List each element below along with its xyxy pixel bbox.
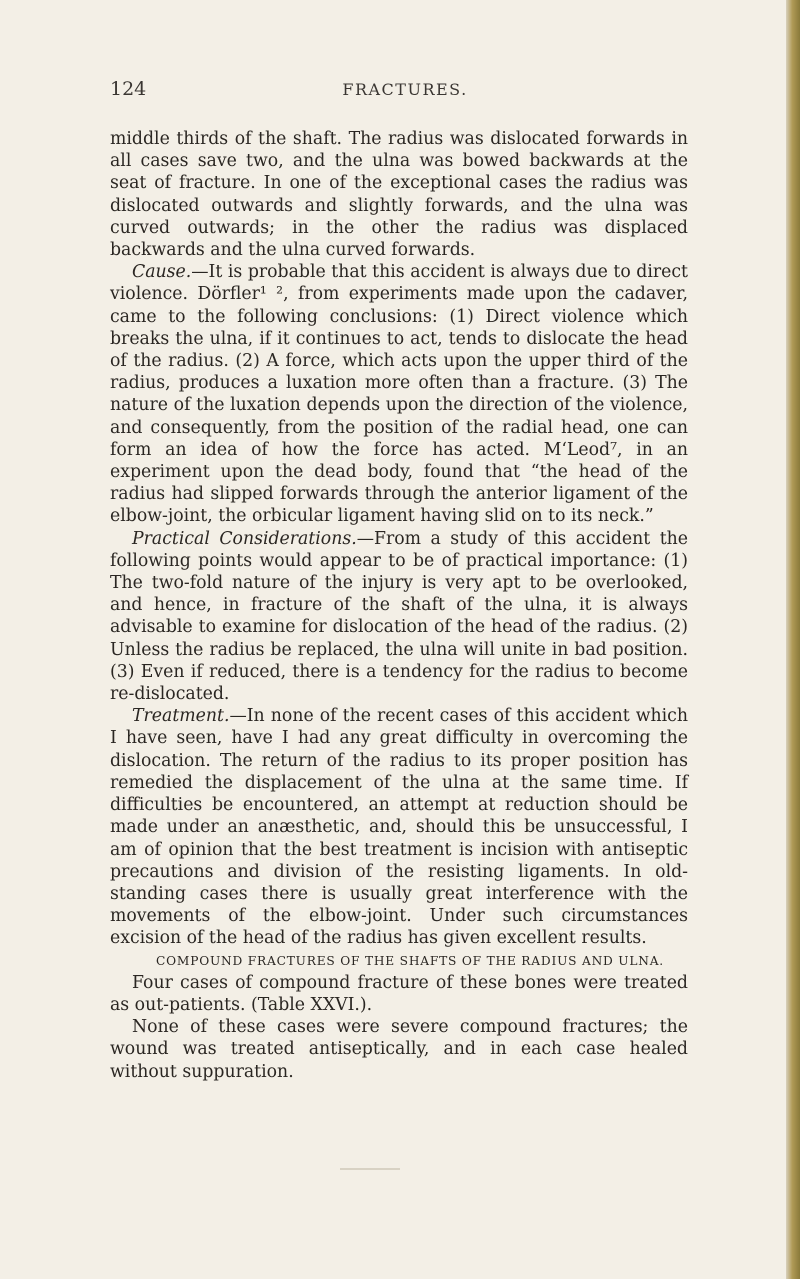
paragraph-compound-2: None of these cases were severe compound fractures; the wound was treated antiseptically, and in each case healed without suppuration. (110, 1017, 688, 1082)
cause-label: Cause. (132, 262, 192, 283)
body-text (110, 128, 688, 1083)
paragraph-treatment (110, 705, 688, 949)
practical-text: —From a study of this accident the following points would appear to be of practical importance: (1) The two-fold nature of the injury is very apt to be overlooked, and hence, in fracture of the shaft of the ulna, it is always advisable to examine for dislocation of the head of the radius. (2) Unless the radius be replaced, the ulna will unite in bad position. (3) Even if reduced, there is a tendency for the radius to become re-dislocated. (110, 528, 688, 705)
page-header (0, 78, 800, 104)
treatment-label: Treatment. (132, 706, 230, 727)
paragraph-practical (110, 528, 688, 706)
paragraph-compound-1: Four cases of compound fracture of these bones were treated as out-patients. (Table XXVI.). (110, 972, 688, 1015)
page-number: 124 (110, 78, 147, 100)
cause-text: —It is probable that this accident is always due to direct violence. Dörfler¹ ², from experiments made upon the cadaver, came to the following conclusions: (1) Direct violence which breaks the ulna, if it continues to act, tends to dislocate the head of the radius. (2) A force, which acts upon the upper third of the radius, produces a luxation more often than a fracture. (3) The nature of the luxation depends upon the direction of the violence, and consequently, from the position of the radial head, one can form an idea of how the force has acted. M‘Leod⁷, in an experiment upon the dead body, found that “the head of the radius had slipped forwards through the anterior ligament of the elbow-joint, the orbicular ligament having slid on to its neck.” (110, 262, 688, 527)
treatment-text: —In none of the recent cases of this accident which I have seen, have I had any great difficulty in overcoming the dislocation. The return of the radius to its proper position has remedied the displacement of the ulna at the same time. If difficulties be encountered, an attempt at reduction should be made under an anæsthetic, and, should this be unsuccessful, I am of opinion that the best treatment is incision with antiseptic precautions and division of the resisting ligaments. In old-standing cases there is usually great interference with the movements of the elbow-joint. Under such circumstances excision of the head of the radius has given excellent results. (110, 706, 688, 949)
section-heading: COMPOUND FRACTURES OF THE SHAFTS OF THE RADIUS AND ULNA. (156, 953, 664, 968)
paragraph-cause (110, 261, 688, 527)
running-head: FRACTURES. (342, 80, 468, 99)
page-edge (786, 0, 800, 1279)
practical-label: Practical Considerations. (132, 528, 357, 549)
ink-smudge (340, 1168, 400, 1170)
paragraph-continuation: middle thirds of the shaft. The radius was dislocated forwards in all cases save two, and the ulna was bowed backwards at the seat of fracture. In one of the exceptional cases the radius was dislocated outwards and slightly forwards, and the ulna was curved outwards; in the other the radius was displaced backwards and the ulna curved forwards. (110, 129, 688, 261)
